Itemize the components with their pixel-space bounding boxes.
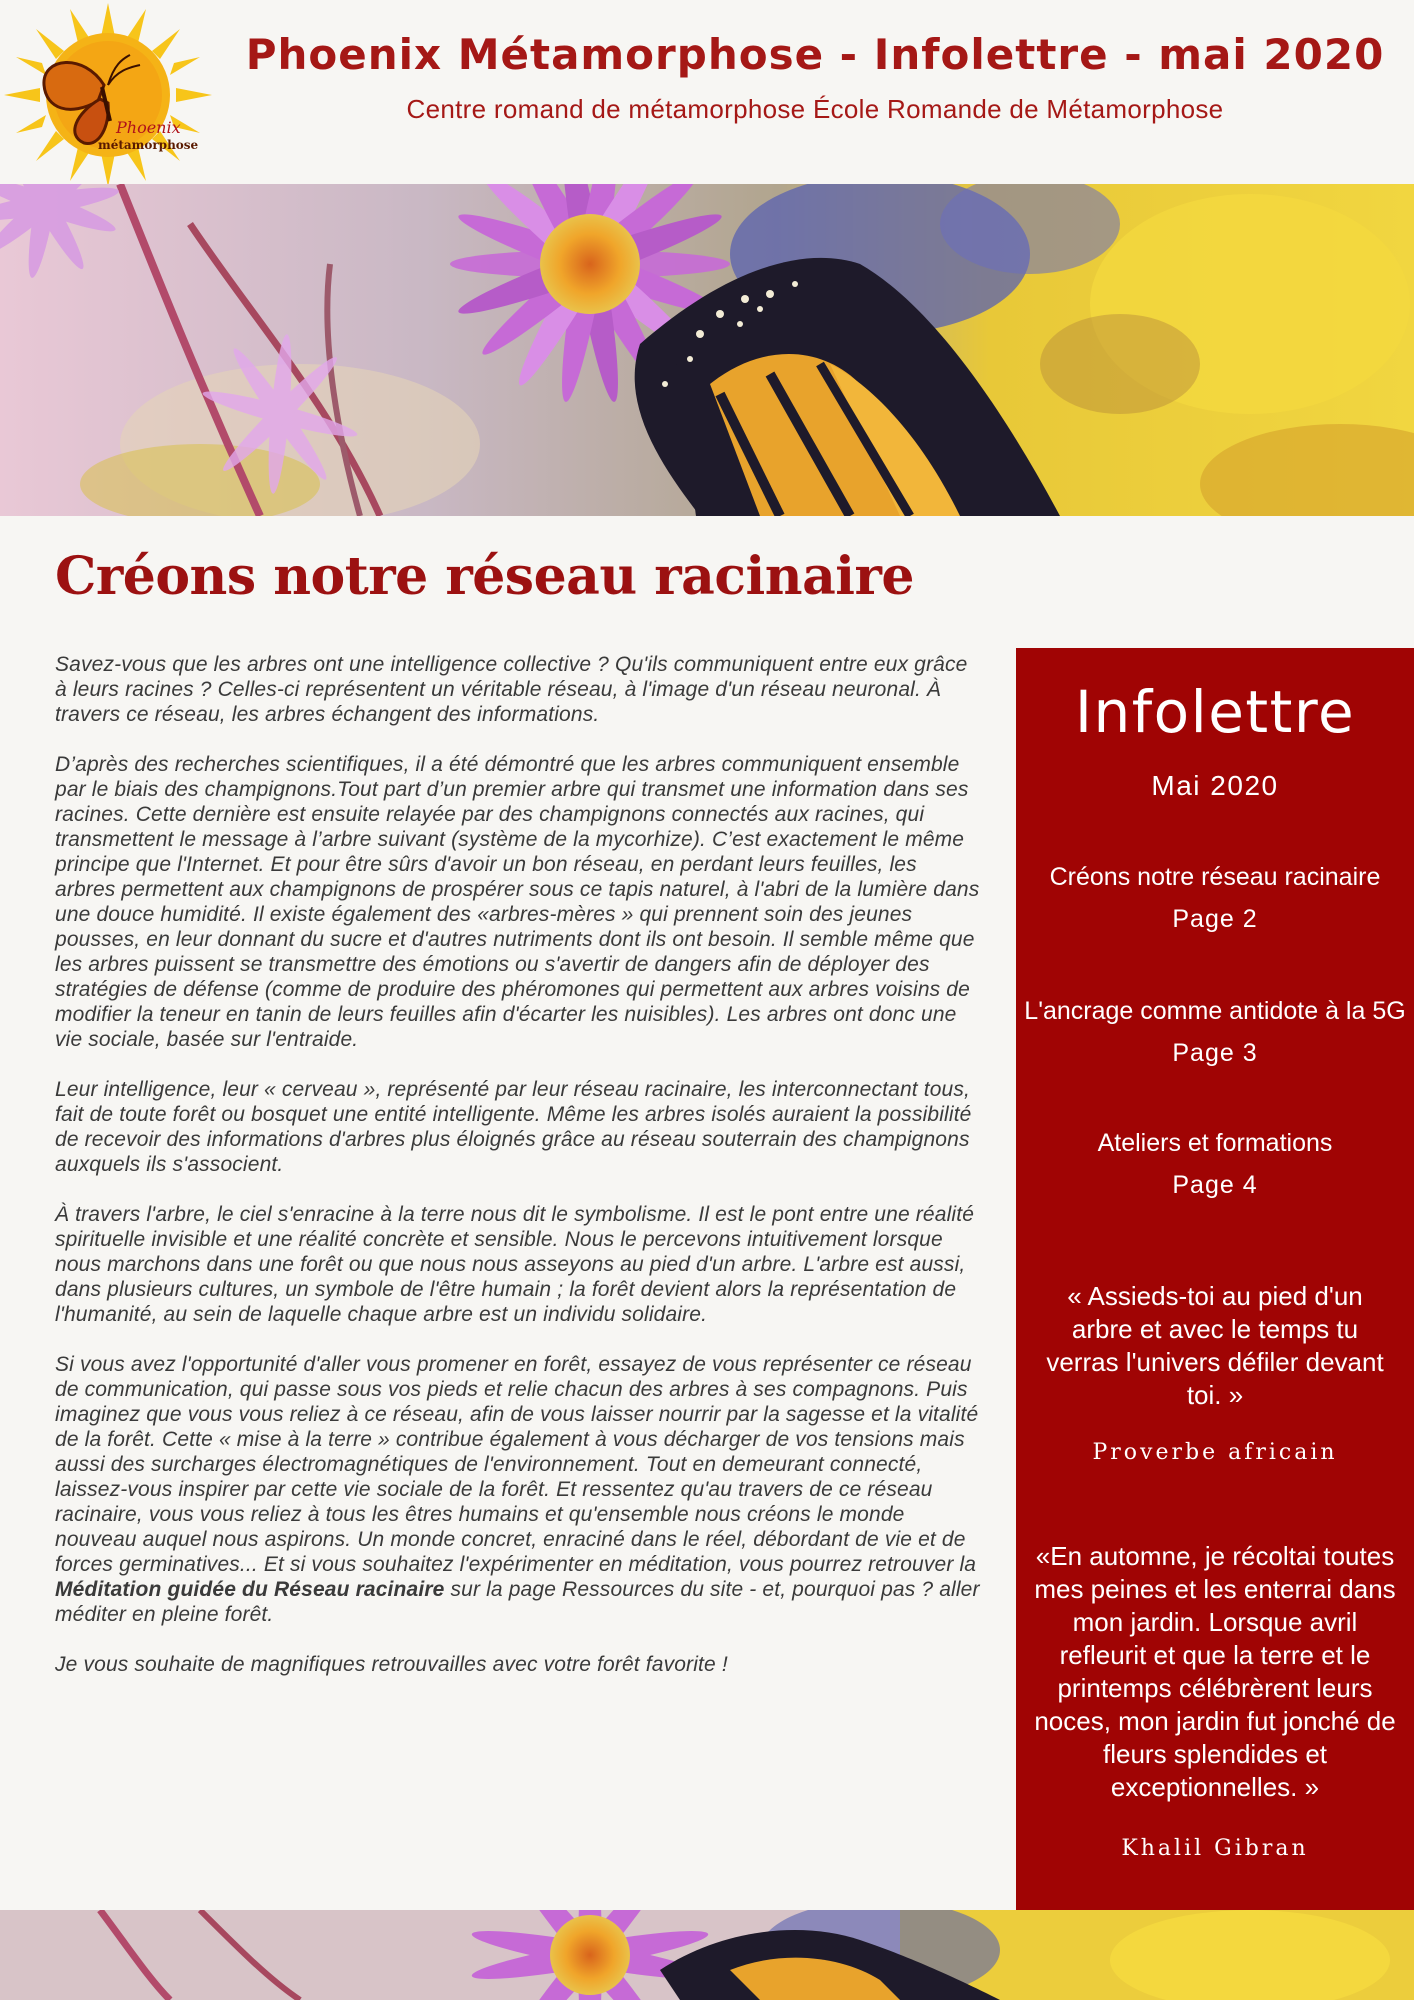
logo-text-metamorphose: métamorphose <box>98 138 199 152</box>
newsletter-subtitle: Centre romand de métamorphose École Romande de Métamorphose <box>406 94 1224 124</box>
article-paragraph <box>55 1352 983 1627</box>
article-paragraph: À travers l'arbre, le ciel s'enracine à la terre nous dit le symbolisme. Il est le pont entre une réalité spirituelle invisible et une réalité concrète et sensible. Nous le percevons intuitivement lorsque nous marchons dans une forêt ou que nous nous asseyons au pied d'un arbre. L'arbre est aussi, dans plusieurs cultures, un symbole de l'être humain ; la forêt devient alors la représentation de l'humanité, au sein de laquelle chaque arbre est un individu solidaire. <box>55 1203 975 1326</box>
toc-item <box>1016 862 1414 934</box>
sidebar-title: Infolettre <box>1074 678 1356 746</box>
sidebar <box>1016 648 1414 1910</box>
article-paragraph-text: Si vous avez l'opportunité d'aller vous promener en forêt, essayez de vous représenter ce réseau de communication, qui passe sous vos pieds et relie chacun des arbres à ses compagnons. Puis imaginez que vous vous reliez à ce réseau, afin de vous laisser nourrir par la sagesse et la vitalité de la forêt. Cette « mise à la terre » contribue également à vous décharger de vos tensions mais aussi des surcharges électromagnétiques de l'environnement. Tout en demeurant connecté, laissez-vous inspirer par cette vie sociale de la forêt. Et ressentez qu'au travers de ce réseau racinaire, vous vous reliez à tous les êtres humains et qu'ensemble nous créons le monde nouveau auquel nous aspirons. Un monde concret, enraciné dans le réel, débordant de vie et de forces germinatives... Et si vous souhaitez l'expérimenter en méditation, vous pourrez retrouver la <box>55 1353 979 1576</box>
article-paragraph: D’après des recherches scientifiques, il a été démontré que les arbres communiquent ensemble par le biais des champignons.Tout part d’un premier arbre qui transmet une information dans ses racines. Cette dernière est ensuite relayée par des champignons connectés aux racines, qui transmettent le message à l’arbre suivant (système de la mycorhize). C’est exactement le même principe que l'Internet. Et pour être sûrs d'avoir un bon réseau, en perdant leurs feuilles, les arbres permettent aux champignons de prospérer sous ce tapis naturel, à l'abri de la lumière dans une douce humidité. Il existe également des «arbres-mères » qui prennent soin des jeunes pousses, en leur donnant du sucre et d'autres nutriments dont ils ont besoin. Il semble même que les arbres puissent se transmettre des émotions ou s'avertir de dangers afin de déployer des stratégies de défense (comme de produire des phéromones qui permettent aux arbres voisins de modifier la teneur en tanin de leurs feuilles afin d'écarter les nuisibles). Les arbres ont donc une vie sociale, basée sur l'entraide. <box>55 753 980 1051</box>
article-title: Créons notre réseau racinaire <box>55 546 915 607</box>
article-paragraph: Je vous souhaite de magnifiques retrouvailles avec votre forêt favorite ! <box>55 1653 728 1676</box>
meditation-link-text: Méditation guidée du Réseau racinaire <box>55 1578 445 1601</box>
article-paragraph: Leur intelligence, leur « cerveau », représenté par leur réseau racinaire, les interconnectant tous, fait de toute forêt ou bosquet une entité intelligente. Même les arbres isolés auraient la possibilité de recevoir des informations d'arbres plus éloignés grâce au réseau souterrain des champignons auxquels ils s'associent. <box>55 1078 972 1176</box>
toc-item-title: Ateliers et formations <box>1097 1129 1333 1157</box>
quote-text: « Assieds-toi au pied d'un arbre et avec le temps tu verras l'univers défiler devant toi. » <box>1046 1281 1384 1410</box>
article-paragraph-text: sur la page Ressources du site - et, pourquoi pas ? aller méditer en pleine forêt. <box>55 1578 980 1626</box>
toc-item <box>1016 1128 1414 1200</box>
toc-item-page: Page 3 <box>1172 1039 1258 1067</box>
toc-item-title: L'ancrage comme antidote à la 5G <box>1024 997 1406 1025</box>
toc-item-title: Créons notre réseau racinaire <box>1049 863 1381 891</box>
article-paragraph: Savez-vous que les arbres ont une intelligence collective ? Qu'ils communiquent entre eux grâce à leurs racines ? Celles-ci représentent un véritable réseau, à l'image d'un réseau neuronal. À travers ce réseau, les arbres échangent des informations. <box>55 653 968 726</box>
newsletter-title: Phoenix Métamorphose - Infolettre - mai 2020 <box>245 30 1385 79</box>
quote-author: Khalil Gibran <box>1121 1836 1309 1861</box>
sidebar-date: Mai 2020 <box>1151 770 1279 801</box>
toc-item <box>1016 996 1414 1068</box>
logo-text-phoenix: Phoenix <box>116 118 181 137</box>
banner-image-bottom <box>0 1910 1414 2000</box>
banner-image-top <box>0 184 1414 516</box>
toc-item-page: Page 4 <box>1172 1171 1258 1199</box>
article-body <box>55 652 983 1702</box>
quote-text: «En automne, je récoltai toutes mes peines et les enterrai dans mon jardin. Lorsque avril refleurit et que la terre et le printemps célébrèrent leurs noces, mon jardin fut jonché de fleurs splendides et exceptionnelles. » <box>1034 1541 1396 1802</box>
phoenix-logo <box>0 0 216 190</box>
quote-author: Proverbe africain <box>1092 1440 1338 1465</box>
toc-item-page: Page 2 <box>1172 905 1258 933</box>
